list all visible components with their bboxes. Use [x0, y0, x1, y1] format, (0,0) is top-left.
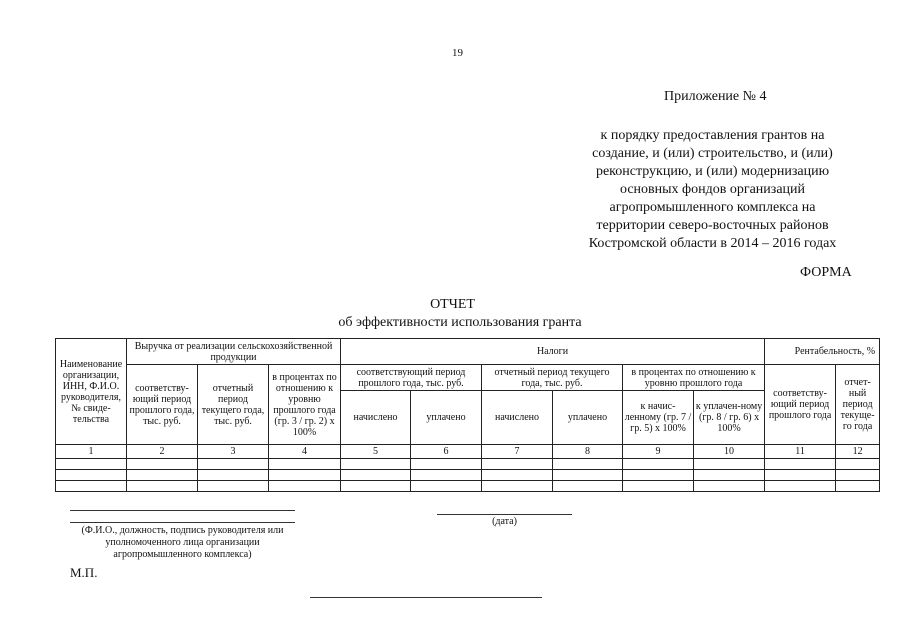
table-cell [694, 481, 765, 492]
table-row [56, 470, 880, 481]
report-table [55, 338, 880, 492]
table-cell [198, 470, 269, 481]
signature-caption: (Ф.И.О., должность, подпись руководителя или уполномоченного лица организации агропромышленного комплекса) [81, 525, 284, 560]
header-profitability: Рентабельность, % [765, 339, 880, 365]
table-cell [553, 459, 623, 470]
header-percent-accrued: к начис-ленному (гр. 7 / гр. 5) х 100% [623, 391, 694, 445]
column-number: 2 [127, 445, 198, 459]
appendix-line: территории северо-восточных районов [596, 218, 829, 233]
table-cell [694, 470, 765, 481]
table-cell [269, 481, 341, 492]
header-organization: Наименование организации, ИНН, Ф.И.О. руководителя, № свиде-тельства [56, 339, 127, 445]
table-cell [553, 481, 623, 492]
table-cell [411, 470, 482, 481]
table-cell [482, 459, 553, 470]
table-cell [127, 470, 198, 481]
bottom-line [310, 597, 542, 598]
header-paid: уплачено [553, 391, 623, 445]
table-cell [836, 470, 880, 481]
appendix-line: основных фондов организаций [619, 182, 806, 197]
table-cell [482, 481, 553, 492]
table-cell [198, 481, 269, 492]
signature-line [70, 510, 295, 511]
table-cell [836, 481, 880, 492]
date-caption: (дата) [492, 516, 517, 527]
header-taxes: Налоги [341, 339, 765, 365]
table-cell [56, 459, 127, 470]
appendix-text [565, 127, 860, 253]
table-cell [341, 481, 411, 492]
column-number: 8 [553, 445, 623, 459]
table-cell [411, 481, 482, 492]
appendix-line: создание, и (или) строительство, и (или) [592, 146, 833, 161]
table-cell [623, 481, 694, 492]
header-profit-prev: соответству-ющий период прошлого года [765, 365, 836, 445]
table-row [56, 459, 880, 470]
report-subtitle: об эффективности использования гранта [338, 315, 582, 330]
table-cell [127, 481, 198, 492]
table-cell [56, 481, 127, 492]
column-number: 4 [269, 445, 341, 459]
column-number: 3 [198, 445, 269, 459]
column-number: 7 [482, 445, 553, 459]
page-number: 19 [452, 47, 463, 59]
form-label: ФОРМА [800, 265, 852, 280]
header-taxes-current: отчетный период текущего года, тыс. руб. [482, 365, 623, 391]
table-cell [765, 470, 836, 481]
table-cell [765, 481, 836, 492]
header-taxes-prev: соответствующий период прошлого года, тыс. руб. [341, 365, 482, 391]
table-cell [198, 459, 269, 470]
report-title: ОТЧЕТ [430, 297, 475, 312]
table-cell [127, 459, 198, 470]
signature-line [70, 522, 295, 523]
table-cell [269, 459, 341, 470]
column-number: 11 [765, 445, 836, 459]
table-cell [269, 470, 341, 481]
header-profit-current: отчет-ный период текуще-го года [836, 365, 880, 445]
table-cell [623, 459, 694, 470]
header-accrued: начислено [482, 391, 553, 445]
column-number: 12 [836, 445, 880, 459]
header-taxes-percent: в процентах по отношению к уровню прошлого года [623, 365, 765, 391]
table-cell [765, 459, 836, 470]
header-revenue: Выручка от реализации сельскохозяйственной продукции [127, 339, 341, 365]
header-revenue-prev: соответству-ющий период прошлого года, тыс. руб. [127, 365, 198, 445]
column-number: 6 [411, 445, 482, 459]
stamp-placeholder: М.П. [70, 565, 98, 580]
header-revenue-percent: в процентах по отношению к уровню прошлого года (гр. 3 / гр. 2) х 100% [269, 365, 341, 445]
table-cell [836, 459, 880, 470]
table-cell [694, 459, 765, 470]
column-number: 9 [623, 445, 694, 459]
table-cell [56, 470, 127, 481]
appendix-line: к порядку предоставления грантов на [600, 128, 825, 143]
appendix-line: агропромышленного комплекса на [609, 200, 816, 215]
header-percent-paid: к уплачен-ному (гр. 8 / гр. 6) х 100% [694, 391, 765, 445]
column-number: 10 [694, 445, 765, 459]
table-cell [482, 470, 553, 481]
table-cell [411, 459, 482, 470]
table-cell [341, 459, 411, 470]
column-number: 1 [56, 445, 127, 459]
header-accrued: начислено [341, 391, 411, 445]
appendix-line: реконструкцию, и (или) модернизацию [595, 164, 830, 179]
date-line [437, 514, 572, 515]
header-paid: уплачено [411, 391, 482, 445]
column-number: 5 [341, 445, 411, 459]
table-cell [341, 470, 411, 481]
table-cell [623, 470, 694, 481]
table-cell [553, 470, 623, 481]
header-revenue-current: отчетный период текущего года, тыс. руб. [198, 365, 269, 445]
table-row [56, 481, 880, 492]
appendix-title: Приложение № 4 [664, 89, 767, 104]
appendix-line: Костромской области в 2014 – 2016 годах [588, 236, 837, 251]
